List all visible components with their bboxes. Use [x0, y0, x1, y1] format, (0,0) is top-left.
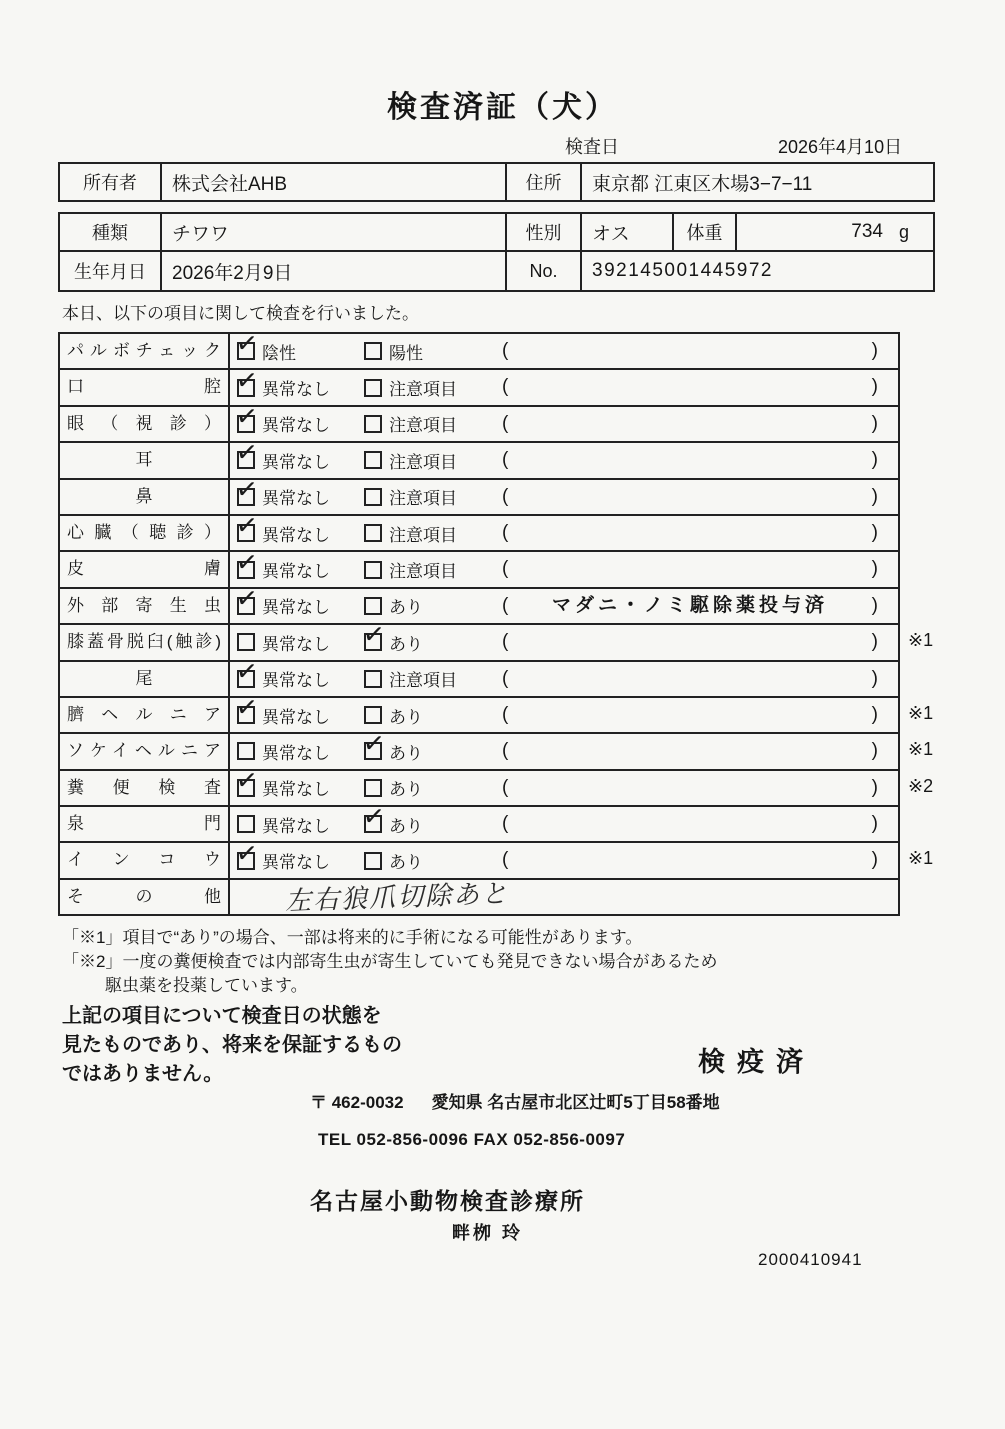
remarks-field	[502, 552, 878, 586]
paren-open: (	[502, 449, 509, 471]
paren-close: )	[871, 558, 878, 580]
weight-value: 734	[851, 221, 883, 242]
page-title: 検査済証（犬）	[387, 91, 618, 124]
breed-label: 種類	[60, 214, 162, 250]
remarks-field	[502, 734, 878, 768]
checkbox-normal[interactable]	[237, 561, 255, 579]
paren-close: )	[871, 485, 878, 507]
exam-row-eyes	[60, 407, 898, 443]
remarks-field	[502, 480, 878, 514]
veterinarian-name: 畔栁 玲	[452, 1223, 524, 1243]
exam-item-label: 口腔	[60, 370, 230, 404]
paren-close: )	[871, 340, 878, 361]
animal-info-table	[58, 212, 935, 292]
checkbox-label: あり	[389, 816, 423, 836]
checkbox-label: 注意項目	[389, 452, 457, 472]
option-1	[237, 771, 330, 805]
exam-row-fecal	[60, 771, 934, 807]
inspection-date-value: 2026年4月10日	[778, 137, 903, 157]
disclaimer-line-1: 上記の項目について検査日の状態を	[62, 1005, 382, 1027]
paren-close: )	[871, 594, 878, 616]
checkbox-normal[interactable]	[237, 415, 255, 433]
paren-open: (	[502, 740, 509, 762]
checkbox-label: 異常なし	[262, 634, 330, 654]
paren-open: (	[502, 776, 509, 798]
option-2	[364, 480, 457, 514]
clinic-postal-code: 〒 462-0032	[310, 1093, 404, 1112]
checkbox-label: 異常なし	[262, 671, 330, 691]
option-2	[364, 662, 457, 696]
checkbox-label: 異常なし	[262, 707, 330, 727]
exam-row-parvo	[60, 334, 898, 370]
checkbox-label: 異常なし	[262, 743, 330, 763]
exam-item-label: ソケイヘルニア	[60, 734, 230, 768]
weight-unit: g	[898, 221, 909, 242]
clinic-tel-fax: TEL 052-856-0096 FAX 052-856-0097	[318, 1130, 626, 1149]
paren-close: )	[871, 667, 878, 689]
exam-item-label: 耳	[60, 443, 230, 477]
option-2	[364, 552, 457, 586]
option-2	[364, 625, 423, 659]
owner-table	[58, 162, 935, 202]
paren-close: )	[871, 813, 878, 835]
weight-label: 体重	[674, 214, 737, 250]
option-1	[237, 589, 330, 623]
exam-row-patella	[60, 625, 934, 661]
checkbox-normal[interactable]	[237, 852, 255, 870]
paren-open: (	[502, 485, 509, 507]
disclaimer-line-2: 見たものであり、将来を保証するもの	[62, 1034, 402, 1056]
remarks-field	[502, 625, 878, 659]
exam-item-label: 尾	[60, 662, 230, 696]
option-1	[237, 443, 330, 477]
option-1	[237, 843, 330, 877]
option-2	[364, 443, 457, 477]
footnote-1: 「※1」項目で“あり”の場合、一部は将来的に手術になる可能性があります。	[62, 928, 643, 947]
birthdate-label: 生年月日	[60, 252, 162, 290]
option-1	[237, 734, 330, 768]
paren-open: (	[502, 558, 509, 580]
exam-row-heart	[60, 516, 898, 552]
paren-open: (	[502, 340, 509, 361]
checkbox-normal[interactable]	[237, 779, 255, 797]
checkbox-present[interactable]	[364, 633, 382, 651]
checkbox-label: 注意項目	[389, 562, 457, 582]
exam-item-label: 眼（視診）	[60, 407, 230, 441]
checkbox-label: 注意項目	[389, 380, 457, 400]
checkbox-label: 注意項目	[389, 416, 457, 436]
birthdate-value: 2026年2月9日	[162, 252, 507, 290]
paren-open: (	[502, 849, 509, 871]
checkbox-caution[interactable]	[364, 524, 382, 542]
checkbox-normal[interactable]	[237, 742, 255, 760]
footnote-marker: ※1	[908, 702, 934, 723]
exam-item-label: 膝蓋骨脱臼(触診)	[60, 625, 230, 659]
checkbox-label: 異常なし	[262, 416, 330, 436]
breed-value: チワワ	[162, 214, 507, 250]
exam-item-label: 鼻	[60, 480, 230, 514]
exam-row-umbilical-hernia	[60, 698, 934, 734]
remarks-field	[502, 698, 878, 732]
remarks-field	[502, 443, 878, 477]
option-2	[364, 843, 423, 877]
paren-open: (	[502, 813, 509, 835]
paren-close: )	[871, 412, 878, 434]
remarks-field	[502, 662, 878, 696]
checkbox-label: 異常なし	[262, 452, 330, 472]
paren-close: )	[871, 631, 878, 653]
paren-open: (	[502, 703, 509, 725]
paren-close: )	[871, 376, 878, 398]
exam-row-fontanelle	[60, 807, 898, 843]
footnote-marker: ※2	[908, 775, 934, 796]
checkbox-label: あり	[389, 598, 423, 618]
sex-value: オス	[582, 214, 674, 250]
checkbox-label: 異常なし	[262, 853, 330, 873]
checkbox-normal[interactable]	[237, 815, 255, 833]
animal-info-row-1	[60, 214, 933, 252]
intro-text: 本日、以下の項目に関して検査を行いました。	[62, 304, 419, 323]
exam-item-label: 糞便検査	[60, 771, 230, 805]
paren-close: )	[871, 776, 878, 798]
owner-label: 所有者	[60, 164, 162, 200]
checkbox-label: 異常なし	[262, 380, 330, 400]
option-2	[364, 807, 423, 841]
checkbox-caution[interactable]	[364, 451, 382, 469]
exam-item-label: 泉門	[60, 807, 230, 841]
checkbox-caution[interactable]	[364, 561, 382, 579]
exam-table	[58, 332, 934, 916]
checkbox-normal[interactable]	[237, 633, 255, 651]
footnotes	[62, 926, 717, 998]
address-label: 住所	[507, 164, 582, 200]
checkbox-normal[interactable]	[237, 524, 255, 542]
exam-item-label: 臍ヘルニア	[60, 698, 230, 732]
paren-open: (	[502, 594, 509, 616]
document-number: 2000410941	[758, 1250, 863, 1269]
option-1	[237, 625, 330, 659]
option-1	[237, 334, 296, 368]
option-1	[237, 407, 330, 441]
checkbox-label: 異常なし	[262, 562, 330, 582]
exam-item-label: その他	[60, 880, 230, 914]
checkbox-label: あり	[389, 634, 423, 654]
checkbox-positive[interactable]	[364, 342, 382, 360]
checkbox-normal[interactable]	[237, 488, 255, 506]
checkbox-negative[interactable]	[237, 342, 255, 360]
option-1	[237, 807, 330, 841]
exam-row-inguinal-hernia	[60, 734, 934, 770]
paren-close: )	[871, 703, 878, 725]
footnote-marker: ※1	[908, 848, 934, 869]
paren-open: (	[502, 631, 509, 653]
checkbox-normal[interactable]	[237, 451, 255, 469]
paren-open: (	[502, 376, 509, 398]
remarks-field	[502, 516, 878, 550]
exam-item-label: 皮膚	[60, 552, 230, 586]
option-2	[364, 734, 423, 768]
remarks-field	[502, 370, 878, 404]
option-1	[237, 662, 330, 696]
footnote-2: 「※2」一度の糞便検査では内部寄生虫が寄生していても発見できない場合があるため	[62, 952, 718, 971]
paren-open: (	[502, 521, 509, 543]
checkbox-label: 異常なし	[262, 489, 330, 509]
footnote-marker: ※1	[908, 630, 934, 651]
paren-close: )	[871, 449, 878, 471]
exam-row-ectoparasite	[60, 589, 898, 625]
paren-close: )	[871, 521, 878, 543]
inspection-date-label: 検査日	[565, 137, 619, 157]
exam-item-label: インコウ	[60, 843, 230, 877]
disclaimer	[62, 1002, 402, 1089]
checkbox-label: あり	[389, 853, 423, 873]
exam-row-mouth	[60, 370, 898, 406]
paren-open: (	[502, 412, 509, 434]
checkbox-caution[interactable]	[364, 379, 382, 397]
checkbox-caution[interactable]	[364, 670, 382, 688]
paren-open: (	[502, 667, 509, 689]
remarks-text: マダニ・ノミ駆除薬投与済	[551, 594, 828, 616]
option-2	[364, 516, 457, 550]
exam-row-ears	[60, 443, 898, 479]
exam-row-tail	[60, 662, 898, 698]
exam-item-label: パルボチェック	[60, 334, 230, 368]
option-2	[364, 334, 423, 368]
checkbox-caution[interactable]	[364, 488, 382, 506]
owner-value: 株式会社AHB	[162, 164, 507, 200]
option-2	[364, 407, 457, 441]
weight-value-cell	[737, 214, 933, 250]
animal-info-row-2	[60, 252, 933, 290]
remarks-field	[502, 334, 878, 368]
footnote-2-continued: 駆虫薬を投薬しています。	[105, 976, 308, 995]
exam-row-other	[60, 877, 898, 916]
option-1	[237, 370, 330, 404]
address-value: 東京都 江東区木場3−7−11	[592, 173, 813, 195]
exam-row-skin	[60, 552, 898, 588]
checkbox-label: 異常なし	[262, 598, 330, 618]
no-label: No.	[507, 252, 582, 290]
option-2	[364, 370, 457, 404]
checkbox-label: 注意項目	[389, 671, 457, 691]
option-1	[237, 698, 330, 732]
option-1	[237, 480, 330, 514]
checkbox-label: あり	[389, 780, 423, 800]
checkbox-present[interactable]	[364, 706, 382, 724]
handwritten-note: 左右狼爪切除あと	[284, 877, 510, 916]
quarantine-stamp: 検疫済	[698, 1047, 815, 1077]
checkbox-normal[interactable]	[237, 670, 255, 688]
option-1	[237, 552, 330, 586]
exam-item-label: 心臓（聴診）	[60, 516, 230, 550]
sex-label: 性別	[507, 214, 582, 250]
clinic-address: 愛知県 名古屋市北区辻町5丁目58番地	[431, 1093, 720, 1112]
checkbox-label: 異常なし	[262, 816, 330, 836]
disclaimer-line-3: ではありません。	[62, 1063, 224, 1085]
clinic-address-line	[310, 1088, 720, 1113]
remarks-field	[502, 771, 878, 805]
remarks-field	[502, 843, 878, 877]
checkbox-present[interactable]	[364, 597, 382, 615]
checkbox-normal[interactable]	[237, 706, 255, 724]
checkbox-label: 注意項目	[389, 489, 457, 509]
paren-close: )	[871, 740, 878, 762]
clinic-name: 名古屋小動物検査診療所	[310, 1188, 585, 1214]
checkbox-present[interactable]	[364, 742, 382, 760]
remarks-field	[502, 589, 878, 623]
checkbox-normal[interactable]	[237, 379, 255, 397]
remarks-field	[502, 807, 878, 841]
option-1	[237, 516, 330, 550]
checkbox-label: 陽性	[389, 343, 423, 363]
checkbox-present[interactable]	[364, 779, 382, 797]
checkbox-label: 注意項目	[389, 525, 457, 545]
footnote-marker: ※1	[908, 739, 934, 760]
checkbox-present[interactable]	[364, 852, 382, 870]
remarks-field	[502, 407, 878, 441]
checkbox-present[interactable]	[364, 815, 382, 833]
checkbox-label: あり	[389, 707, 423, 727]
paren-close: )	[871, 849, 878, 871]
no-value: 392145001445972	[592, 260, 774, 281]
checkbox-label: あり	[389, 743, 423, 763]
checkbox-caution[interactable]	[364, 415, 382, 433]
exam-item-label: 外部寄生虫	[60, 589, 230, 623]
checkbox-label: 異常なし	[262, 525, 330, 545]
checkbox-label: 異常なし	[262, 780, 330, 800]
exam-row-nose	[60, 480, 898, 516]
checkbox-normal[interactable]	[237, 597, 255, 615]
checkbox-label: 陰性	[262, 343, 296, 363]
